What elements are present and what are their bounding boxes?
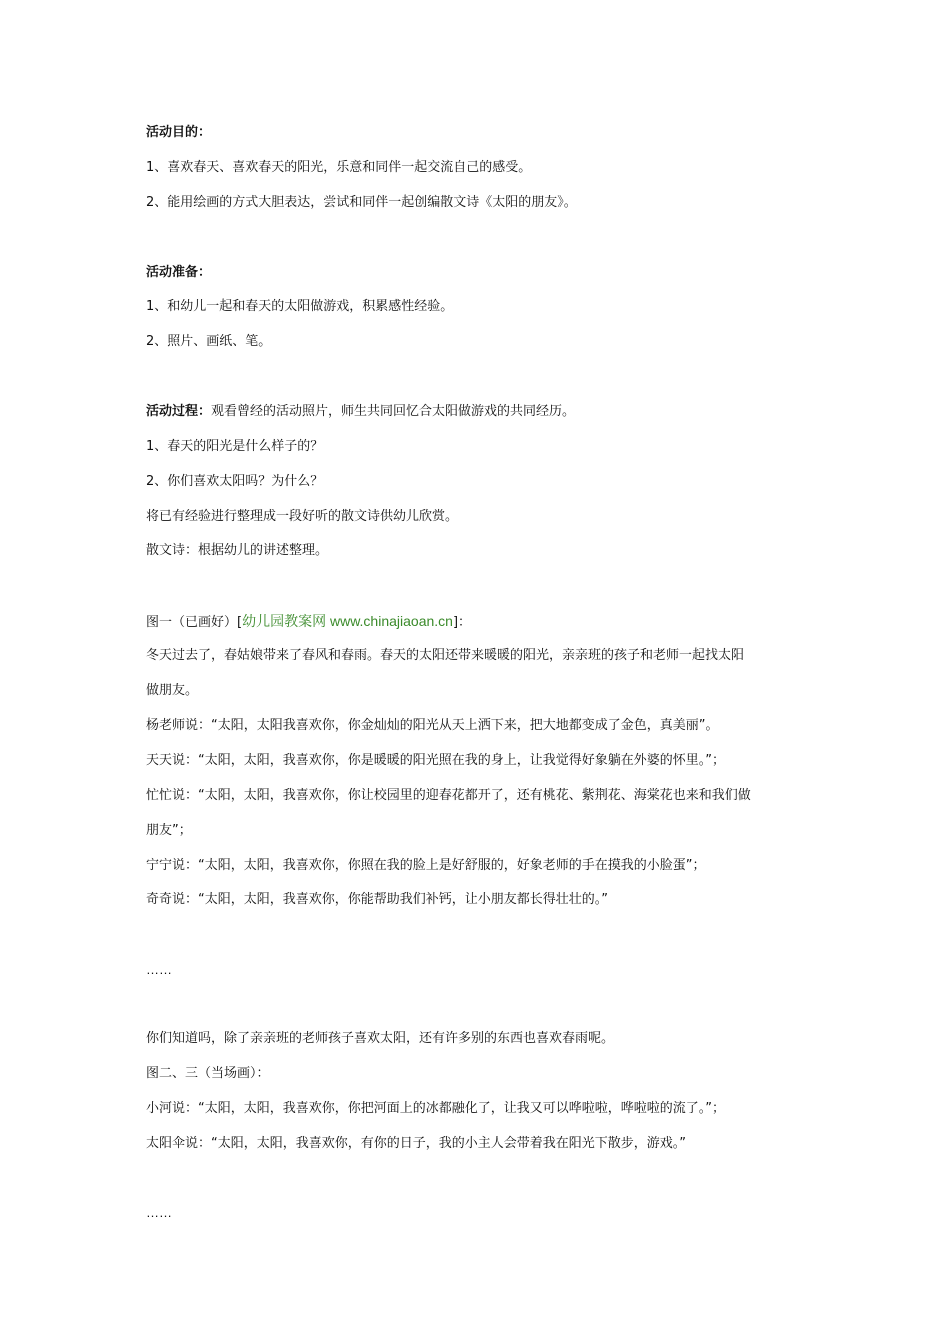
figure-one-label xyxy=(146,612,471,632)
figure-one-prefix: 图一（已画好） xyxy=(146,615,238,630)
process-organize: 将已有经验进行整理成一段好听的散文诗供幼儿欣赏。 xyxy=(146,509,459,524)
quote-mangmang-line1: 忙忙说：“太阳，太阳，我喜欢你，你让校园里的迎春花都开了，还有桃花、紫荆花、海棠花也来和我们做 xyxy=(146,788,751,803)
figure-two-transition: 你们知道吗，除了亲亲班的老师孩子喜欢太阳，还有许多别的东西也喜欢春雨呢。 xyxy=(146,1031,615,1046)
process-item-1: 1、春天的阳光是什么样子的？ xyxy=(146,439,324,454)
preparation-heading: 活动准备： xyxy=(146,265,212,280)
figure-one-intro-line1: 冬天过去了，春姑娘带来了春风和春雨。春天的太阳还带来暖暖的阳光，亲亲班的孩子和老师一起找太阳 xyxy=(146,648,745,663)
process-item-2: 2、你们喜欢太阳吗？为什么？ xyxy=(146,474,324,489)
quote-river: 小河说：“太阳，太阳，我喜欢你，你把河面上的冰都融化了，让我又可以哗啦啦，哗啦啦的流了。”； xyxy=(146,1101,725,1116)
quote-ningning: 宁宁说：“太阳，太阳，我喜欢你，你照在我的脸上是好舒服的，好象老师的手在摸我的小脸蛋”； xyxy=(146,858,706,873)
process-heading: 活动过程： xyxy=(146,404,212,419)
figure-two-label: 图二、三（当场画）： xyxy=(146,1066,270,1081)
source-link[interactable]: 幼儿园教案网 www.chinajiaoan.cn xyxy=(242,613,453,629)
objectives-heading: 活动目的： xyxy=(146,125,212,140)
link-bracket-open: [ xyxy=(237,615,243,630)
process-intro: 观看曾经的活动照片，师生共同回忆合太阳做游戏的共同经历。 xyxy=(211,404,576,419)
quote-yang-teacher: 杨老师说：“太阳，太阳我喜欢你，你金灿灿的阳光从天上洒下来，把大地都变成了金色，真美丽”。 xyxy=(146,718,719,733)
quote-mangmang-line2: 朋友”； xyxy=(146,823,192,838)
objective-item-2: 2、能用绘画的方式大胆表达，尝试和同伴一起创编散文诗《太阳的朋友》。 xyxy=(146,195,577,210)
preparation-item-1: 1、和幼儿一起和春天的太阳做游戏，积累感性经验。 xyxy=(146,299,454,314)
quote-tiantian: 天天说：“太阳，太阳，我喜欢你，你是暖暖的阳光照在我的身上，让我觉得好象躺在外婆的怀里。”； xyxy=(146,753,725,768)
figure-one-intro-line2: 做朋友。 xyxy=(146,683,199,698)
quote-qiqi: 奇奇说：“太阳，太阳，我喜欢你，你能帮助我们补钙，让小朋友都长得壮壮的。” xyxy=(146,892,608,907)
figure-one-ellipsis: …… xyxy=(146,962,172,977)
preparation-item-2: 2、照片、画纸、笔。 xyxy=(146,334,272,349)
link-bracket-close: ] xyxy=(452,615,459,630)
figure-one-colon: ： xyxy=(458,615,472,630)
objective-item-1: 1、喜欢春天、喜欢春天的阳光，乐意和同伴一起交流自己的感受。 xyxy=(146,160,532,175)
quote-umbrella: 太阳伞说：“太阳，太阳，我喜欢你，有你的日子，我的小主人会带着我在阳光下散步，游戏。” xyxy=(146,1136,686,1151)
poem-note: 散文诗：根据幼儿的讲述整理。 xyxy=(146,543,329,558)
process-intro-line xyxy=(146,403,575,421)
figure-two-ellipsis: …… xyxy=(146,1205,172,1220)
